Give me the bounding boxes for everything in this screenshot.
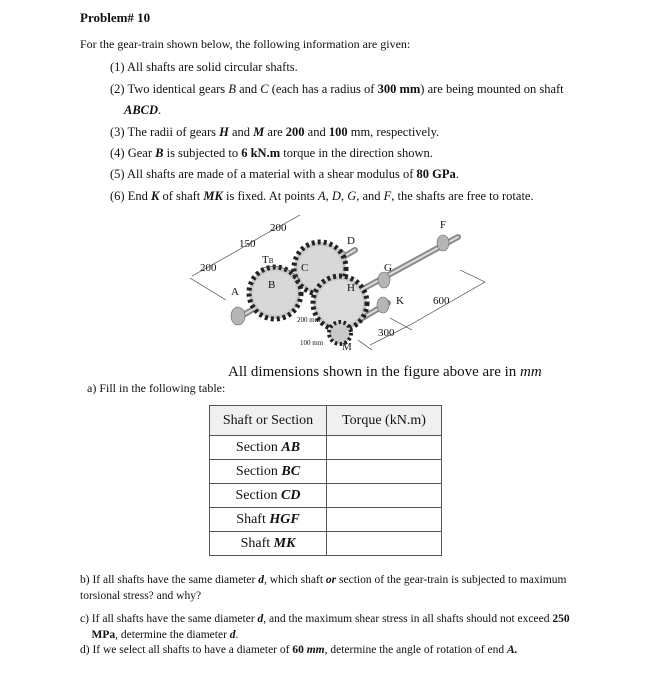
text-segment: B — [155, 146, 164, 160]
radius-h-label: 200 mm — [297, 316, 321, 324]
text-segment: ) are being mounted on shaft — [420, 82, 564, 96]
text-segment: , and the maximum shear stress in all shafts should not exceed — [263, 613, 553, 625]
table-row — [210, 436, 442, 460]
shaft-name: BC — [281, 463, 301, 479]
text-segment: , determine the diameter — [115, 629, 230, 641]
problem-title: Problem# 10 — [80, 10, 151, 25]
table-row — [210, 508, 442, 532]
dim-200-top: 200 — [270, 222, 287, 234]
text-segment: is subjected to — [163, 146, 242, 160]
intro-text: For the gear-train shown below, the following information are given: — [80, 37, 411, 51]
text-segment: 300 mm — [377, 82, 421, 96]
text-segment: , — [340, 189, 348, 203]
given-item-6 — [110, 189, 534, 204]
text-segment: 100 — [328, 125, 348, 139]
label-k: K — [396, 295, 404, 307]
header-torque: Torque (kN.m) — [327, 406, 442, 436]
text-segment: , and — [356, 189, 384, 203]
shaft-prefix: Shaft — [240, 535, 274, 551]
shaft-name: CD — [281, 487, 301, 503]
shaft-cell — [210, 508, 327, 532]
label-b: B — [268, 279, 276, 291]
header-shaft: Shaft or Section — [210, 406, 327, 436]
given-item-2-cont — [124, 103, 161, 118]
shaft-prefix: Section — [235, 439, 282, 455]
text-segment: d — [257, 613, 264, 625]
shaft-prefix: Section — [235, 487, 282, 503]
given-item-4 — [110, 146, 433, 161]
dim-200-left: 200 — [200, 262, 217, 274]
text-segment: M — [253, 125, 265, 139]
text-segment: F — [383, 189, 392, 203]
given-item-2 — [110, 82, 564, 97]
text-segment: of shaft — [159, 189, 204, 203]
question-d — [80, 644, 518, 656]
text-segment: (3) The radii of gears — [110, 125, 220, 139]
torque-cell[interactable] — [327, 460, 442, 484]
shaft-prefix: Section — [235, 463, 282, 479]
text-segment: and — [235, 82, 261, 96]
text-segment: (1) All shafts are solid circular shafts. — [110, 60, 298, 74]
text-segment: C — [260, 82, 269, 96]
shaft-name: HGF — [269, 511, 300, 527]
text-segment: , the shafts are free to rotate. — [391, 189, 534, 203]
text-segment: (6) End — [110, 189, 151, 203]
given-item-3 — [110, 125, 439, 140]
dim-300: 300 — [378, 327, 395, 339]
text-segment — [80, 629, 92, 641]
torque-table — [209, 405, 442, 556]
question-c-cont — [80, 629, 238, 641]
text-segment: 200 — [285, 125, 305, 139]
text-segment: and — [228, 125, 254, 139]
text-segment: K — [150, 189, 160, 203]
text-segment: (5) All shafts are made of a material with a shear modulus of — [110, 167, 417, 181]
text-segment: . — [455, 167, 459, 181]
text-segment: A. — [506, 644, 518, 656]
text-segment: . — [235, 629, 239, 641]
text-segment: ABCD — [124, 103, 159, 117]
label-d: D — [347, 235, 355, 247]
text-segment: mm, respectively. — [347, 125, 440, 139]
text-segment: section of the gear-train is subjected to maximum — [336, 574, 567, 586]
text-segment: A — [318, 189, 326, 203]
text-segment: (2) Two identical gears — [110, 82, 229, 96]
shaft-name: AB — [281, 439, 301, 455]
text-segment: d — [258, 574, 264, 586]
shaft-cell — [210, 460, 327, 484]
text-segment: . — [158, 103, 162, 117]
label-g: G — [384, 262, 392, 274]
given-item-1 — [110, 60, 298, 75]
text-segment: , determine the angle of rotation of end — [324, 644, 507, 656]
torque-cell[interactable] — [327, 508, 442, 532]
gear-train-figure — [190, 210, 490, 370]
radius-m-label: 100 mm — [300, 339, 324, 347]
text-segment: and — [304, 125, 329, 139]
part-a-prompt: a) Fill in the following table: — [87, 381, 226, 395]
text-segment: H — [219, 125, 229, 139]
text-segment: 80 GPa — [416, 167, 456, 181]
label-tb: TB — [262, 254, 274, 266]
text-segment: c) If all shafts have the same diameter — [80, 613, 258, 625]
question-b-cont — [80, 590, 201, 602]
given-item-5 — [110, 167, 459, 182]
label-m: M — [342, 341, 352, 353]
text-segment: D — [331, 189, 341, 203]
torque-cell[interactable] — [327, 436, 442, 460]
table-row — [210, 460, 442, 484]
shaft-cell — [210, 436, 327, 460]
text-segment: mm — [306, 644, 325, 656]
text-segment: (4) Gear — [110, 146, 156, 160]
label-f: F — [440, 219, 447, 231]
text-segment: torque in the direction shown. — [280, 146, 433, 160]
label-h: H — [347, 282, 355, 294]
text-segment: are — [264, 125, 286, 139]
question-b — [80, 574, 566, 586]
text-segment: d — [229, 629, 236, 641]
shaft-cell — [210, 532, 327, 556]
text-segment: , — [325, 189, 332, 203]
label-c: C — [301, 262, 309, 274]
text-segment: G — [347, 189, 357, 203]
text-segment: 60 — [292, 644, 304, 656]
dim-600: 600 — [433, 295, 450, 307]
text-segment: 6 kN.m — [241, 146, 281, 160]
text-segment: mm — [520, 364, 542, 380]
text-segment: All dimensions shown in the figure above are in — [228, 364, 521, 380]
shaft-name: MK — [273, 535, 296, 551]
figure-caption — [228, 364, 542, 381]
text-segment: torsional stress? and why? — [80, 590, 202, 602]
shaft-cell — [210, 484, 327, 508]
text-segment: 250 — [552, 613, 570, 625]
text-segment: is fixed. At points — [222, 189, 319, 203]
torque-cell[interactable] — [327, 484, 442, 508]
label-a: A — [231, 286, 239, 298]
text-segment: , which shaft — [263, 574, 326, 586]
dim-150: 150 — [239, 238, 256, 250]
shaft-prefix: Shaft — [236, 511, 270, 527]
text-segment: b) If all shafts have the same diameter — [80, 574, 259, 586]
torque-cell[interactable] — [327, 532, 442, 556]
table-row — [210, 484, 442, 508]
text-segment: MK — [203, 189, 223, 203]
question-c — [80, 613, 570, 625]
text-segment: d) If we select all shafts to have a diameter of — [80, 644, 293, 656]
text-segment: or — [325, 574, 337, 586]
text-segment: MPa — [91, 629, 116, 641]
text-segment: B — [228, 82, 236, 96]
text-segment: (each has a radius of — [268, 82, 378, 96]
table-row — [210, 532, 442, 556]
